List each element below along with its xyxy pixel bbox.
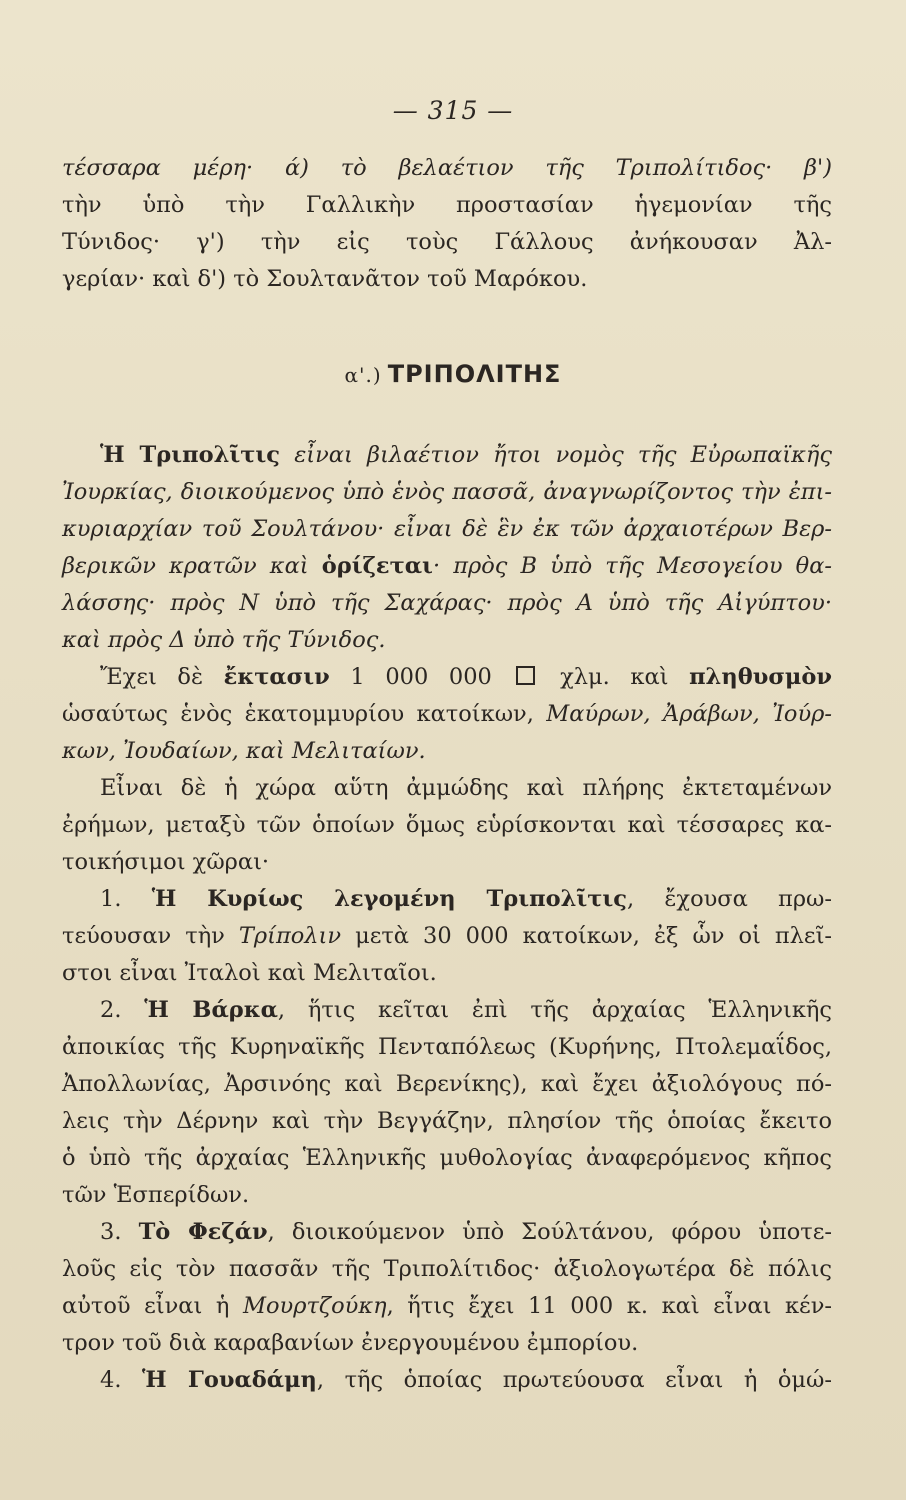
item-number: 2. (100, 997, 122, 1023)
area-value: 1 000 000 (329, 664, 513, 690)
paragraph-line (62, 548, 832, 585)
page-number: — 315 — (392, 96, 514, 125)
paragraph-line (62, 659, 832, 696)
text-span: , ἥτις κεῖται ἐπὶ τῆς ἀρχαίας Ἑλληνικῆς (277, 997, 833, 1023)
intro-line: Τύνιδος· γ') τὴν εἰς τοὺς Γάλλους ἀνήκουσαν Ἀλ- (62, 229, 832, 255)
paragraph-line: Ἰουρκίας, διοικούμενος ὑπὸ ἑνὸς πασσᾶ, ἀναγνωρίζοντος τὴν ἐπι- (62, 479, 832, 505)
text-span: Μαύρων, Ἀράβων, Ἰούρ- (546, 701, 832, 727)
text-span: εἶναι βιλαέτιον ἤτοι νομὸς τῆς Εὐρωπαϊκῆς (280, 442, 832, 468)
paragraph-line: καὶ πρὸς Δ ὑπὸ τῆς Τύνιδος. (62, 627, 386, 653)
paragraph-line (62, 696, 832, 733)
paragraph-line (62, 437, 832, 474)
intro-line: γερίαν· καὶ δ') τὸ Σουλτανᾶτον τοῦ Μαρόκου. (62, 266, 588, 292)
list-item-line (62, 1214, 832, 1251)
intro-paragraph (62, 150, 832, 298)
term-population: πληθυσμὸν (689, 664, 832, 690)
item-number: 3. (100, 1219, 122, 1245)
text-span: , ἔχουσα πρω- (627, 886, 833, 912)
text-span: μετὰ 30 000 κατοίκων, ἐξ ὧν οἱ πλεῖ- (341, 923, 832, 949)
text-span: Ἔχει δὲ (100, 664, 224, 690)
list-item-line (62, 918, 832, 955)
section-heading (0, 360, 906, 388)
list-item-line: στοι εἶναι Ἰταλοὶ καὶ Μελιταῖοι. (62, 960, 437, 986)
text-span: ὡσαύτως ἑνὸς ἑκατομμυρίου κατοίκων, (62, 701, 547, 727)
item-title: Ἡ Κυρίως λεγομένη Τριπολῖτις (151, 886, 627, 912)
list-item-line: ὁ ὑπὸ τῆς ἀρχαίας Ἑλληνικῆς μυθολογίας ἀναφερόμενος κῆπος (62, 1145, 832, 1171)
list-item-line: Ἀπολλωνίας, Ἀρσινόης καὶ Βερενίκης), καὶ ἔχει ἀξιολόγους πό- (62, 1071, 832, 1097)
item-title: Τὸ Φεζάν (138, 1219, 268, 1245)
term-borders: ὁρίζεται (321, 553, 433, 579)
text-span: , διοικούμενον ὑπὸ Σούλτάνου, φόρου ὑποτε- (267, 1219, 832, 1245)
text-span: · πρὸς Β ὑπὸ τῆς Μεσογείου θα- (432, 553, 833, 579)
section-title: ΤΡΙΠΟΛΙΤΗΣ (387, 360, 562, 388)
paragraph-line: ἐρήμων, μεταξὺ τῶν ὁποίων ὅμως εὑρίσκονται καὶ τέσσαρες κα- (62, 812, 832, 838)
paragraph-line: λάσσης· πρὸς Ν ὑπὸ τῆς Σαχάρας· πρὸς Α ὑπὸ τῆς Αἰγύπτου· (62, 590, 832, 616)
text-span: Τρίπολιν (238, 923, 342, 949)
square-symbol-icon (516, 666, 535, 685)
list-item-line (62, 992, 832, 1029)
body-text (62, 437, 832, 1399)
text-span: Μουρτζούκη (242, 1293, 387, 1319)
list-item-line: ἀποικίας τῆς Κυρηναϊκῆς Πενταπόλεως (Κυρήνης, Πτολεμαΐδος, (62, 1034, 832, 1060)
item-number: 1. (100, 886, 122, 912)
item-number: 4. (100, 1367, 122, 1393)
item-title: Ἡ Γουαδάμη (142, 1367, 317, 1393)
text-span: , ἥτις ἔχει 11 000 κ. καὶ εἶναι κέν- (386, 1293, 832, 1319)
paragraph-line: Εἶναι δὲ ἡ χώρα αὕτη ἀμμώδης καὶ πλήρης ἐκτεταμένων (100, 775, 832, 801)
paragraph-line: κυριαρχίαν τοῦ Σουλτάνου· εἶναι δὲ ἓν ἐκ τῶν ἀρχαιοτέρων Βερ- (62, 516, 832, 542)
paragraph-line: κων, Ἰουδαίων, καὶ Μελιταίων. (62, 738, 426, 764)
list-item-line: λεις τὴν Δέρνην καὶ τὴν Βεγγάζην, πλησίον τῆς ὁποίας ἔκειτο (62, 1108, 832, 1134)
text-span: χλμ. καὶ (539, 664, 690, 690)
term-tripolitis: Ἡ Τριπολῖτις (100, 442, 280, 468)
text-span: βερικῶν κρατῶν καὶ (62, 553, 322, 579)
term-area: ἔκτασιν (223, 664, 330, 690)
text-span: , τῆς ὁποίας πρωτεύουσα εἶναι ἡ ὁμώ- (316, 1367, 833, 1393)
text-span: τεύουσαν τὴν (62, 923, 239, 949)
list-item-line: λοῦς εἰς τὸν πασσᾶν τῆς Τριπολίτιδος· ἀξιολογωτέρα δὲ πόλις (62, 1256, 832, 1282)
item-title: Ἡ Βάρκα (144, 997, 278, 1023)
section-number: α'.) (344, 363, 382, 387)
intro-line: τὴν ὑπὸ τὴν Γαλλικὴν προστασίαν ἡγεμονίαν τῆς (62, 192, 832, 218)
list-item-line: τῶν Ἑσπερίδων. (62, 1182, 250, 1208)
intro-line: τέσσαρα μέρη· ά) τὸ βελαέτιον τῆς Τριπολίτιδος· β') (62, 155, 832, 181)
paragraph-line: τοικήσιμοι χῶραι· (62, 849, 270, 875)
list-item-line (62, 1288, 832, 1325)
text-span: αὐτοῦ εἶναι ἡ (62, 1293, 243, 1319)
list-item-line: τρον τοῦ διὰ καραβανίων ἐνεργουμένου ἐμπορίου. (62, 1330, 639, 1356)
list-item-line (62, 1362, 832, 1399)
list-item-line (62, 881, 832, 918)
